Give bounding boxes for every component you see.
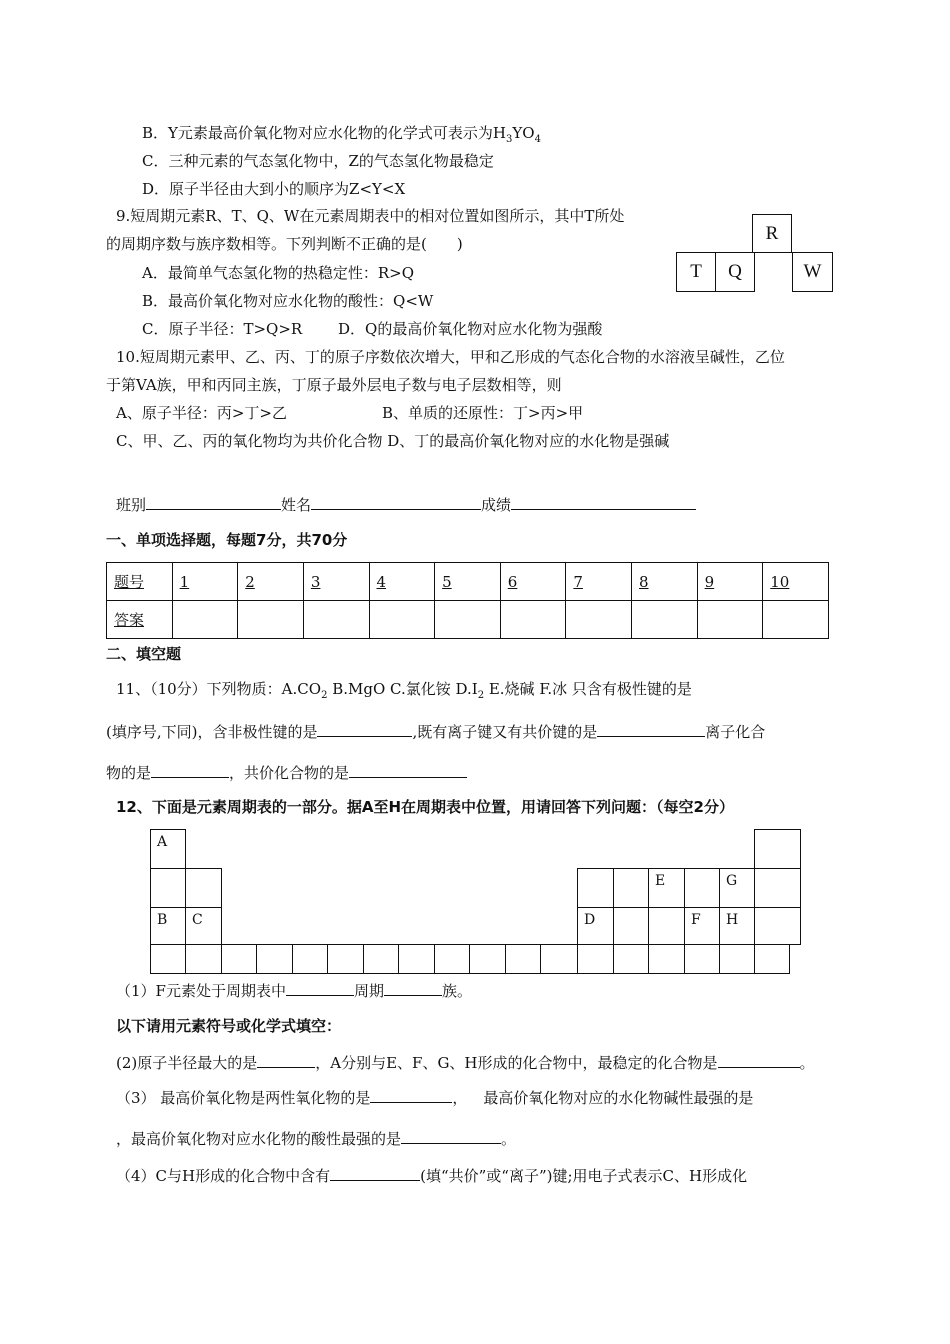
q12-stem: 12、下面是元素周期表的一部分。据A至H在周期表中位置，用请回答下列问题：（每空2分） bbox=[116, 798, 734, 816]
answer-cell[interactable] bbox=[369, 601, 435, 639]
table-row bbox=[107, 601, 829, 639]
question-number: 10 bbox=[763, 563, 829, 601]
q11-line2: (填序号,下同)，含非极性键的是 ,既有离子键又有共价键的是 离子化合 bbox=[106, 723, 766, 741]
blank-covalent-compound[interactable] bbox=[349, 762, 467, 778]
element-q-cell: Q bbox=[715, 252, 755, 292]
q12-part4: （4）C与H形成的化合物中含有 (填“共价”或“离子”)键;用电子式表示C、H形成化 bbox=[116, 1167, 748, 1185]
element-b-cell: B bbox=[150, 907, 186, 945]
answer-cell[interactable] bbox=[566, 601, 632, 639]
blank-most-stable[interactable] bbox=[718, 1052, 800, 1068]
period-table-cell bbox=[221, 944, 257, 974]
question-number: 1 bbox=[172, 563, 238, 601]
score-field[interactable] bbox=[511, 494, 696, 510]
q9-option-a: A．最简单气态氢化物的热稳定性：R>Q bbox=[142, 264, 414, 282]
period-table-cell bbox=[684, 944, 720, 974]
question-number: 7 bbox=[566, 563, 632, 601]
q9-stem-line2: 的周期序数与族序数相等。下列判断不正确的是( ) bbox=[106, 235, 463, 253]
answer-cell[interactable] bbox=[303, 601, 369, 639]
period-table-cell bbox=[754, 907, 801, 945]
period-table-cell bbox=[398, 944, 435, 974]
q8-option-c: C．三种元素的气态氢化物中，Z的气态氢化物最稳定 bbox=[142, 152, 494, 170]
period-table-cell bbox=[577, 868, 614, 908]
score-label: 成绩 bbox=[481, 496, 512, 514]
period-table-cell bbox=[185, 944, 222, 974]
blank-largest-radius[interactable] bbox=[257, 1052, 315, 1068]
question-number: 4 bbox=[369, 563, 435, 601]
q10-option-b: B、单质的还原性：丁>丙>甲 bbox=[382, 404, 584, 422]
answer-cell[interactable] bbox=[500, 601, 566, 639]
element-f-cell: F bbox=[684, 907, 720, 945]
blank-ionic-covalent[interactable] bbox=[597, 721, 705, 737]
blank-strongest-acid[interactable] bbox=[401, 1128, 501, 1144]
period-table-cell bbox=[150, 868, 186, 908]
q12-part3-line2: ，最高价氧化物对应水化物的酸性最强的是 。 bbox=[116, 1130, 517, 1148]
period-table-cell bbox=[648, 944, 685, 974]
q9-option-b: B．最高价氧化物对应水化物的酸性：Q<W bbox=[142, 292, 434, 310]
question-number-label: 题号 bbox=[107, 563, 173, 601]
period-table-cell bbox=[754, 829, 801, 869]
student-info-row bbox=[116, 494, 696, 515]
period-table-cell bbox=[292, 944, 328, 974]
period-table-cell bbox=[505, 944, 541, 974]
q10-option-cd: C、甲、乙、丙的氧化物均为共价化合物 D、丁的最高价氧化物对应的水化物是强碱 bbox=[116, 432, 670, 450]
q9-stem-line1: 9.短周期元素R、T、Q、W在元素周期表中的相对位置如图所示，其中T所处 bbox=[116, 207, 625, 225]
question-number: 3 bbox=[303, 563, 369, 601]
answer-cell[interactable] bbox=[697, 601, 763, 639]
element-r-cell: R bbox=[752, 214, 792, 253]
table-row bbox=[107, 563, 829, 601]
question-number: 9 bbox=[697, 563, 763, 601]
period-table-cell bbox=[719, 944, 755, 974]
answer-cell[interactable] bbox=[632, 601, 698, 639]
blank-group[interactable] bbox=[384, 980, 442, 996]
q8-option-b: B．Y元素最高价氧化物对应水化物的化学式可表示为$H_3YO_4$ bbox=[142, 124, 541, 145]
period-table-cell bbox=[434, 944, 470, 974]
element-w-cell: W bbox=[792, 252, 833, 292]
q9-option-d: D．Q的最高价氧化物对应水化物为强酸 bbox=[338, 320, 603, 338]
q10-stem-line1: 10.短周期元素甲、乙、丙、丁的原子序数依次增大，甲和乙形成的气态化合物的水溶液呈碱性，乙位 bbox=[116, 348, 785, 366]
q12-part2: (2)原子半径最大的是 ，A分别与E、F、G、H形成的化合物中，最稳定的化合物是 。 bbox=[116, 1054, 815, 1072]
name-field[interactable] bbox=[311, 494, 481, 510]
q11-line1: 11、（10分）下列物质：$A.CO_2$ B.MgO C.氯化铵 $D.I_2$ E.烧碱 F.冰 只含有极性键的是 bbox=[116, 680, 692, 701]
element-h-cell: H bbox=[719, 907, 755, 945]
answer-cell[interactable] bbox=[238, 601, 304, 639]
element-d-cell: D bbox=[577, 907, 614, 945]
answer-cell[interactable] bbox=[435, 601, 501, 639]
question-number: 2 bbox=[238, 563, 304, 601]
period-table-cell bbox=[613, 907, 649, 945]
period-table-cell bbox=[256, 944, 293, 974]
period-table-cell bbox=[648, 907, 685, 945]
blank-amphoteric[interactable] bbox=[370, 1087, 452, 1103]
element-e-cell: E bbox=[648, 868, 685, 908]
answer-table bbox=[106, 562, 829, 639]
q10-option-a: A、原子半径：丙>丁>乙 bbox=[116, 404, 287, 422]
section1-title: 一、单项选择题，每题7分，共70分 bbox=[106, 531, 348, 549]
element-g-cell: G bbox=[719, 868, 755, 908]
class-label: 班别 bbox=[116, 496, 147, 514]
section2-title: 二、填空题 bbox=[106, 645, 182, 663]
period-table-cell bbox=[469, 944, 506, 974]
period-table-cell bbox=[684, 868, 720, 908]
q12-part3-line1: （3） 最高价氧化物是两性氧化物的是 ， 最高价氧化物对应的水化物碱性最强的是 bbox=[116, 1089, 754, 1107]
element-a-cell: A bbox=[150, 829, 186, 869]
q9-option-c: C．原子半径：T>Q>R bbox=[142, 320, 303, 338]
element-c-cell: C bbox=[185, 907, 222, 945]
q11-line3: 物的是 ，共价化合物的是 bbox=[106, 762, 467, 783]
q10-stem-line2: 于第VA族，甲和丙同主族，丁原子最外层电子数与电子层数相等，则 bbox=[106, 376, 562, 394]
period-table-cell bbox=[754, 868, 801, 908]
blank-nonpolar[interactable] bbox=[317, 721, 412, 737]
question-number: 5 bbox=[435, 563, 501, 601]
answer-cell[interactable] bbox=[172, 601, 238, 639]
question-number: 8 bbox=[632, 563, 698, 601]
answer-cell[interactable] bbox=[763, 601, 829, 639]
period-table-cell bbox=[327, 944, 364, 974]
name-label: 姓名 bbox=[281, 496, 312, 514]
answer-label: 答案 bbox=[107, 601, 173, 639]
period-table-cell bbox=[613, 944, 649, 974]
period-table-cell bbox=[540, 944, 578, 974]
blank-period[interactable] bbox=[286, 980, 354, 996]
blank-bond-type[interactable] bbox=[330, 1165, 420, 1181]
period-table-cell bbox=[577, 944, 614, 974]
question-number: 6 bbox=[500, 563, 566, 601]
period-table-cell bbox=[363, 944, 399, 974]
period-table-cell bbox=[754, 944, 790, 974]
q12-part1: （1）F元素处于周期表中 周期 族。 bbox=[116, 982, 472, 1000]
period-table-cell bbox=[185, 868, 222, 908]
q8-option-d: D．原子半径由大到小的顺序为Z<Y<X bbox=[142, 180, 406, 198]
class-field[interactable] bbox=[146, 494, 281, 510]
blank-ionic-compound[interactable] bbox=[151, 762, 229, 778]
period-table-cell bbox=[613, 868, 649, 908]
period-table-cell bbox=[150, 944, 186, 974]
q12-instruction: 以下请用元素符号或化学式填空： bbox=[116, 1017, 342, 1035]
element-t-cell: T bbox=[676, 252, 716, 292]
